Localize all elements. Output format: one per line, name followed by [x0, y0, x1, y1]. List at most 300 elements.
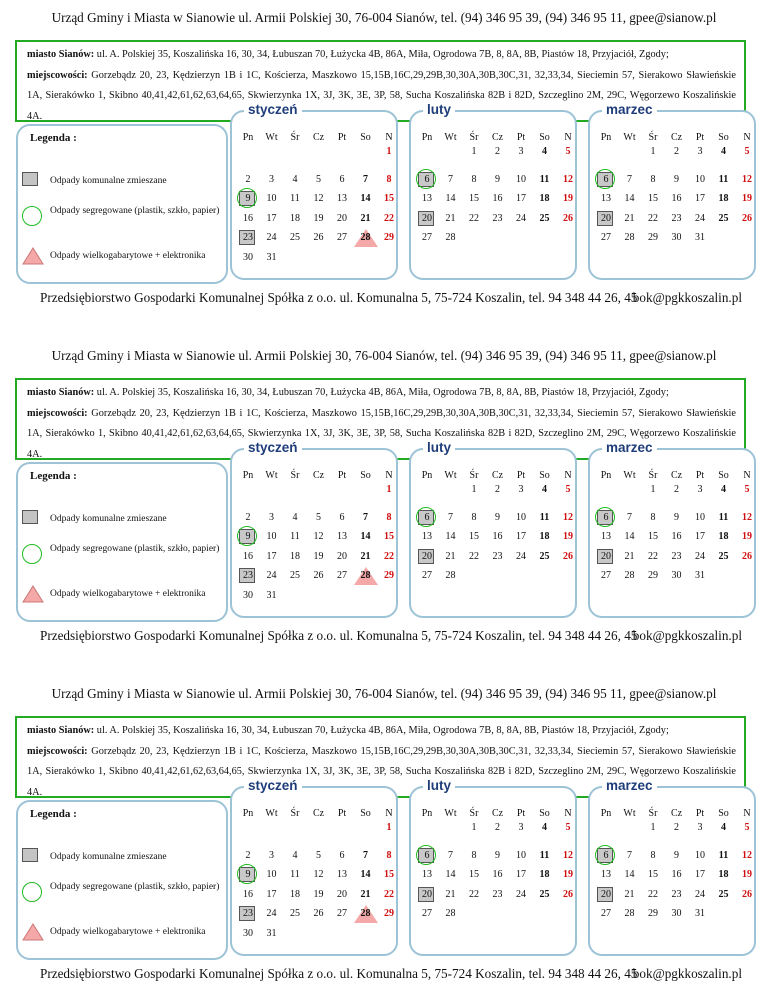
calendar-day: 19 [563, 531, 573, 542]
calendar-day: 22 [384, 550, 394, 562]
calendar-day: 20 [337, 212, 347, 224]
calendar-day: 2 [245, 849, 251, 861]
calendar-day: 25 [290, 570, 300, 581]
calendar-day: 18 [539, 193, 550, 204]
calendar-day: 14 [360, 869, 371, 880]
calendar-day: 18 [290, 212, 300, 224]
day-of-week: N [743, 808, 751, 819]
calendar-day: 3 [518, 822, 524, 833]
calendar-day: 25 [539, 888, 550, 900]
calendar-day: 1 [650, 146, 656, 157]
calendar-day: 29 [384, 570, 394, 581]
calendar-day: 7 [627, 511, 632, 523]
calendar-day: 3 [697, 484, 703, 495]
month-calendar [230, 440, 398, 618]
calendar-day: 25 [718, 212, 729, 224]
calendar-day: 8 [471, 173, 477, 185]
calendar-day: 28 [445, 232, 456, 243]
company-info: Przedsiębiorstwo Gospodarki Komunalnej Spółka z o.o. ul. Komunalna 5, 75-724 Koszalin, tel. 94 348 44 26, 45 [40, 628, 638, 643]
calendar-day: 11 [718, 511, 729, 523]
calendar-day: 6 [415, 848, 439, 864]
schedule-block [0, 686, 768, 1006]
calendar-day: 13 [601, 531, 611, 542]
calendar-day: 22 [469, 550, 479, 562]
legend-bulky-label: Odpady wielkogabarytowe + elektronika [50, 927, 206, 937]
calendar-day: 19 [313, 550, 324, 562]
calendar-day: 4 [542, 822, 547, 833]
calendar-day: 9 [495, 173, 500, 185]
calendar-day: 31 [266, 251, 277, 263]
calendar-day: 22 [648, 550, 658, 562]
calendar-day: 27 [422, 570, 432, 581]
day-of-week: N [743, 132, 751, 143]
calendar-day: 10 [516, 849, 526, 861]
calendar-day: 11 [718, 173, 729, 185]
month-calendar [588, 440, 756, 618]
calendar-day: 6 [339, 849, 345, 861]
calendar-day: 13 [337, 531, 347, 542]
calendar-day: 7 [363, 849, 368, 861]
grey-square-icon [22, 510, 38, 524]
calendar-day: 22 [384, 888, 394, 900]
calendar-day: 1 [650, 822, 656, 833]
legend-mixed-label: Odpady komunalne zmieszane [50, 852, 167, 862]
towns-label: miejscowości: [27, 745, 88, 757]
calendar-day: 9 [236, 529, 260, 545]
towns-label: miejscowości: [27, 407, 88, 419]
calendar-day: 30 [243, 927, 253, 939]
calendar-day: 13 [601, 869, 611, 880]
pink-triangle-icon [22, 923, 44, 941]
calendar-day: 22 [648, 888, 658, 900]
calendar-day: 7 [627, 173, 632, 185]
calendar-day: 28 [445, 908, 456, 919]
calendar-day: 20 [594, 211, 618, 227]
legend-segregated-label: Odpady segregowane (plastik, szkło, papier) [50, 206, 220, 216]
calendar-day: 26 [563, 212, 573, 224]
month-calendar [230, 102, 398, 280]
calendar-day: 27 [337, 908, 347, 919]
calendar-day: 1 [471, 146, 477, 157]
calendar-day: 4 [542, 484, 547, 495]
day-of-week: So [718, 470, 729, 481]
calendar-day: 3 [697, 822, 703, 833]
grey-square-icon [22, 172, 38, 186]
calendar-day: 23 [671, 888, 682, 900]
calendar-day: 9 [674, 849, 679, 861]
calendar-day: 18 [718, 869, 729, 880]
calendar-day: 24 [695, 888, 705, 900]
day-of-week: So [360, 808, 371, 819]
calendar-day: 22 [469, 888, 479, 900]
day-of-week: So [360, 132, 371, 143]
calendar-day: 15 [384, 869, 394, 880]
day-of-week: N [385, 132, 393, 143]
green-circle-icon [22, 882, 42, 902]
calendar-day: 12 [742, 173, 752, 185]
calendar-day: 4 [542, 146, 547, 157]
month-title: styczeń [244, 778, 302, 793]
day-of-week: Wt [444, 808, 457, 819]
calendar-day: 30 [671, 232, 682, 243]
day-of-week: Wt [444, 132, 457, 143]
calendar-day: 3 [269, 511, 274, 523]
calendar-day: 25 [290, 908, 300, 919]
calendar-day: 6 [415, 510, 439, 526]
day-of-week: N [564, 808, 572, 819]
calendar-day: 16 [243, 550, 253, 562]
calendar-day: 15 [648, 531, 658, 542]
legend-title: Legenda : [30, 808, 77, 820]
schedule-block [0, 10, 768, 330]
calendar-day: 7 [363, 511, 368, 523]
calendar-day: 17 [695, 869, 705, 880]
calendar-day: 19 [563, 869, 573, 880]
calendar-day: 3 [518, 484, 524, 495]
calendar-day: 16 [243, 888, 253, 900]
towns-text: Gorzebądz 20, 23, Kędzierzyn 1B i 1C, Kościerza, Maszkowo 15,15B,16C,29,29B,30,30A,30B,30C,31, 32,33,34, Sieciemin 57, Sierakowo Sławieńskie 1A, Sierakówko 1, Skibno 40,41,42,61,62,63,64,65, Skwierzynka 1X, 3J, 3K, 3E, 3P, 58, Sucha Koszalińska 82B i 82D, Szczeglino 2M, 29C, Węgorzewo Koszalińskie 4A. [27, 69, 736, 122]
legend-title: Legenda : [30, 132, 77, 144]
calendar-day: 30 [671, 570, 682, 581]
day-of-week: Pt [516, 132, 526, 143]
calendar-day: 17 [516, 193, 526, 204]
calendar-day: 5 [316, 511, 321, 523]
office-header: Urząd Gminy i Miasta w Sianowie ul. Armii Polskiej 30, 76-004 Sianów, tel. (94) 346 95 39, (94) 346 95 11, gpee@sianow.pl [51, 10, 717, 25]
calendar-day: 14 [624, 531, 635, 542]
calendar-day: 31 [266, 927, 277, 939]
calendar-day: 15 [648, 869, 658, 880]
calendar-day: 20 [415, 211, 439, 227]
day-of-week: Pt [516, 808, 526, 819]
legend-mixed-label: Odpady komunalne zmieszane [50, 514, 167, 524]
calendar-day: 12 [313, 193, 324, 204]
calendar-day: 2 [674, 484, 679, 495]
calendar-day: 28 [624, 232, 635, 243]
calendar-day: 9 [674, 173, 679, 185]
calendar-day: 3 [269, 849, 274, 861]
day-of-week: Pn [600, 470, 612, 481]
city-label: miasto Sianów: [27, 387, 95, 398]
calendar-day: 5 [744, 484, 750, 495]
calendar-day: 7 [448, 849, 453, 861]
day-of-week: N [385, 470, 393, 481]
day-of-week: Śr [469, 470, 479, 481]
towns-text: Gorzebądz 20, 23, Kędzierzyn 1B i 1C, Kościerza, Maszkowo 15,15B,16C,29,29B,30,30A,30B,30C,31, 32,33,34, Sieciemin 57, Sierakowo Sławieńskie 1A, Sierakówko 1, Skibno 40,41,42,61,62,63,64,65, Skwierzynka 1X, 3J, 3K, 3E, 3P, 58, Sucha Koszalińska 82B i 82D, Szczeglino 2M, 29C, Węgorzewo Koszalińskie 4A. [27, 407, 736, 460]
day-of-week: Pn [600, 808, 612, 819]
calendar-day: 17 [266, 888, 277, 900]
calendar-day: 3 [697, 146, 703, 157]
calendar-day: 11 [290, 193, 300, 204]
calendar-day: 2 [245, 511, 251, 523]
month-title: luty [423, 778, 455, 793]
calendar-day: 16 [671, 193, 682, 204]
day-of-week: Pn [421, 132, 433, 143]
month-title: marzec [602, 440, 657, 455]
city-text: ul. A. Polskiej 35, Koszalińska 16, 30, 34, Łubuszan 70, Łużycka 4B, 86A, Miła, Ogrodowa 7B, 8, 8A, 8B, Piastów 18, Przyjaciół, Zgody; [94, 49, 669, 60]
calendar-day: 10 [695, 511, 705, 523]
calendar-day: 11 [290, 531, 300, 542]
calendar-day: 25 [539, 212, 550, 224]
calendar-day: 18 [290, 888, 300, 900]
calendar-day: 22 [469, 212, 479, 224]
calendar-day: 27 [337, 570, 347, 581]
month-title: styczeń [244, 440, 302, 455]
day-of-week: So [718, 132, 729, 143]
calendar-day: 12 [742, 849, 752, 861]
calendar-day: 10 [266, 193, 277, 204]
day-of-week: N [564, 470, 572, 481]
calendar-day: 4 [721, 822, 726, 833]
calendar-day: 27 [422, 232, 432, 243]
calendar-day: 9 [495, 511, 500, 523]
calendar-day: 6 [415, 172, 439, 188]
calendar-day: 23 [492, 888, 503, 900]
legend-segregated-label: Odpady segregowane (plastik, szkło, papier) [50, 544, 220, 554]
month-calendar [588, 102, 756, 280]
legend-box [16, 462, 228, 622]
day-of-week: Cz [670, 808, 683, 819]
calendar-day: 10 [266, 531, 277, 542]
calendar-day: 26 [313, 908, 324, 919]
company-info: Przedsiębiorstwo Gospodarki Komunalnej Spółka z o.o. ul. Komunalna 5, 75-724 Koszalin, tel. 94 348 44 26, 45 [40, 290, 638, 305]
calendar-day: 21 [445, 212, 456, 224]
day-of-week: N [564, 132, 572, 143]
calendar-day: 22 [384, 212, 394, 224]
day-of-week: Cz [491, 132, 504, 143]
month-title: marzec [602, 102, 657, 117]
calendar-day: 14 [624, 193, 635, 204]
calendar-day: 14 [624, 869, 635, 880]
calendar-day: 10 [516, 173, 526, 185]
calendar-day: 30 [243, 251, 253, 263]
calendar-day: 1 [386, 822, 392, 833]
calendar-day: 2 [245, 173, 251, 185]
calendar-day: 31 [695, 908, 705, 919]
calendar-day: 10 [695, 173, 705, 185]
calendar-day: 26 [563, 550, 573, 562]
day-of-week: Cz [491, 470, 504, 481]
calendar-day: 20 [594, 549, 618, 565]
calendar-day: 28 [624, 908, 635, 919]
calendar-day: 8 [471, 849, 477, 861]
calendar-day: 27 [422, 908, 432, 919]
calendar-day: 20 [337, 550, 347, 562]
day-of-week: Cz [491, 808, 504, 819]
towns-text: Gorzebądz 20, 23, Kędzierzyn 1B i 1C, Kościerza, Maszkowo 15,15B,16C,29,29B,30,30A,30B,30C,31, 32,33,34, Sieciemin 57, Sierakowo Sławieńskie 1A, Sierakówko 1, Skibno 40,41,42,61,62,63,64,65, Skwierzynka 1X, 3J, 3K, 3E, 3P, 58, Sucha Koszalińska 82B i 82D, Szczeglino 2M, 29C, Węgorzewo Koszalińskie 4A. [27, 745, 736, 798]
pink-triangle-icon [22, 247, 44, 265]
calendar-day: 7 [627, 849, 632, 861]
calendar-day: 29 [384, 908, 394, 919]
calendar-day: 17 [266, 212, 277, 224]
calendar-day: 11 [539, 173, 550, 185]
calendar-day: 30 [671, 908, 682, 919]
calendar-day: 26 [742, 550, 752, 562]
day-of-week: Pn [421, 470, 433, 481]
calendar-day: 19 [313, 212, 324, 224]
calendar-day: 13 [601, 193, 611, 204]
month-title: marzec [602, 778, 657, 793]
calendar-day: 17 [695, 193, 705, 204]
calendar-day: 15 [469, 531, 479, 542]
calendar-day: 31 [266, 589, 277, 601]
calendar-day: 8 [650, 849, 656, 861]
calendar-day: 23 [492, 212, 503, 224]
day-of-week: Śr [469, 808, 479, 819]
calendar-day: 25 [718, 888, 729, 900]
calendar-day: 24 [516, 888, 526, 900]
calendar-day: 27 [601, 232, 611, 243]
day-of-week: Pt [337, 808, 347, 819]
calendar-day: 5 [565, 146, 571, 157]
schedule-block [0, 348, 768, 668]
calendar-day: 8 [386, 173, 392, 185]
calendar-day: 26 [313, 232, 324, 243]
calendar-day: 25 [718, 550, 729, 562]
day-of-week: Pn [600, 132, 612, 143]
calendar-day: 9 [674, 511, 679, 523]
calendar-day: 24 [695, 550, 705, 562]
company-info: Przedsiębiorstwo Gospodarki Komunalnej Spółka z o.o. ul. Komunalna 5, 75-724 Koszalin, tel. 94 348 44 26, 45 [40, 966, 638, 981]
day-of-week: Śr [290, 470, 300, 481]
calendar-day: 18 [718, 531, 729, 542]
calendar-day: 13 [337, 193, 347, 204]
calendar-day: 20 [594, 887, 618, 903]
month-calendar [230, 778, 398, 956]
calendar-day: 17 [266, 550, 277, 562]
green-circle-icon [22, 206, 42, 226]
company-email: bok@pgkkoszalin.pl [632, 966, 742, 981]
calendar-day: 5 [565, 484, 571, 495]
calendar-day: 29 [648, 570, 658, 581]
calendar-day: 23 [236, 568, 260, 584]
month-calendar [409, 102, 577, 280]
calendar-day: 14 [360, 531, 371, 542]
legend-title: Legenda : [30, 470, 77, 482]
city-label: miasto Sianów: [27, 725, 95, 736]
legend-bulky-label: Odpady wielkogabarytowe + elektronika [50, 589, 206, 599]
calendar-day: 20 [337, 888, 347, 900]
day-of-week: So [718, 808, 729, 819]
calendar-day: 21 [624, 888, 635, 900]
calendar-day: 10 [516, 511, 526, 523]
calendar-day: 24 [516, 212, 526, 224]
day-of-week: Cz [670, 132, 683, 143]
calendar-day: 6 [594, 172, 618, 188]
calendar-day: 26 [313, 570, 324, 581]
day-of-week: N [385, 808, 393, 819]
calendar-day: 2 [674, 822, 679, 833]
calendar-day: 28 [354, 568, 378, 584]
calendar-day: 11 [290, 869, 300, 880]
calendar-day: 21 [624, 550, 635, 562]
day-of-week: Pt [695, 470, 705, 481]
calendar-day: 11 [539, 511, 550, 523]
calendar-day: 13 [422, 531, 432, 542]
day-of-week: Śr [290, 808, 300, 819]
calendar-day: 23 [236, 230, 260, 246]
company-email: bok@pgkkoszalin.pl [632, 290, 742, 305]
calendar-day: 2 [495, 484, 500, 495]
day-of-week: Pn [242, 808, 254, 819]
calendar-day: 4 [292, 173, 298, 185]
calendar-day: 1 [386, 146, 392, 157]
calendar-day: 22 [648, 212, 658, 224]
day-of-week: Śr [648, 470, 658, 481]
day-of-week: Wt [265, 132, 278, 143]
calendar-day: 5 [744, 822, 750, 833]
calendar-day: 14 [360, 193, 371, 204]
day-of-week: Pt [337, 470, 347, 481]
calendar-day: 21 [624, 212, 635, 224]
calendar-day: 6 [339, 173, 345, 185]
calendar-day: 6 [594, 848, 618, 864]
legend-bulky-label: Odpady wielkogabarytowe + elektronika [50, 251, 206, 261]
calendar-day: 9 [495, 849, 500, 861]
calendar-day: 15 [648, 193, 658, 204]
calendar-day: 28 [354, 230, 378, 246]
calendar-day: 17 [695, 531, 705, 542]
calendar-day: 13 [422, 193, 432, 204]
calendar-day: 5 [744, 146, 750, 157]
calendar-day: 12 [313, 869, 324, 880]
calendar-day: 14 [445, 531, 456, 542]
grey-square-icon [22, 848, 38, 862]
pink-triangle-icon [22, 585, 44, 603]
calendar-day: 12 [563, 511, 573, 523]
calendar-day: 21 [360, 888, 371, 900]
calendar-day: 18 [290, 550, 300, 562]
calendar-day: 21 [445, 550, 456, 562]
calendar-day: 14 [445, 869, 456, 880]
day-of-week: So [539, 808, 550, 819]
day-of-week: Śr [648, 132, 658, 143]
day-of-week: Pt [516, 470, 526, 481]
calendar-day: 29 [648, 908, 658, 919]
calendar-day: 4 [721, 146, 726, 157]
calendar-day: 23 [671, 550, 682, 562]
day-of-week: N [743, 470, 751, 481]
day-of-week: So [539, 132, 550, 143]
calendar-day: 7 [363, 173, 368, 185]
calendar-day: 15 [469, 869, 479, 880]
calendar-day: 1 [386, 484, 392, 495]
calendar-day: 9 [236, 191, 260, 207]
day-of-week: Pt [695, 808, 705, 819]
calendar-day: 18 [539, 869, 550, 880]
green-circle-icon [22, 544, 42, 564]
calendar-day: 4 [292, 511, 298, 523]
calendar-day: 13 [422, 869, 432, 880]
calendar-day: 11 [539, 849, 550, 861]
calendar-day: 8 [386, 511, 392, 523]
calendar-day: 24 [266, 570, 277, 581]
day-of-week: Pn [242, 470, 254, 481]
day-of-week: So [360, 470, 371, 481]
calendar-day: 5 [316, 849, 321, 861]
calendar-day: 16 [671, 869, 682, 880]
calendar-day: 18 [539, 531, 550, 542]
day-of-week: Cz [670, 470, 683, 481]
towns-label: miejscowości: [27, 69, 88, 81]
calendar-day: 25 [539, 550, 550, 562]
calendar-day: 15 [384, 531, 394, 542]
calendar-day: 31 [695, 232, 705, 243]
city-text: ul. A. Polskiej 35, Koszalińska 16, 30, 34, Łubuszan 70, Łużycka 4B, 86A, Miła, Ogrodowa 7B, 8, 8A, 8B, Piastów 18, Przyjaciół, Zgody; [94, 725, 669, 736]
calendar-day: 19 [742, 193, 752, 204]
calendar-day: 23 [236, 906, 260, 922]
office-header: Urząd Gminy i Miasta w Sianowie ul. Armii Polskiej 30, 76-004 Sianów, tel. (94) 346 95 39, (94) 346 95 11, gpee@sianow.pl [51, 348, 717, 363]
month-calendar [409, 440, 577, 618]
